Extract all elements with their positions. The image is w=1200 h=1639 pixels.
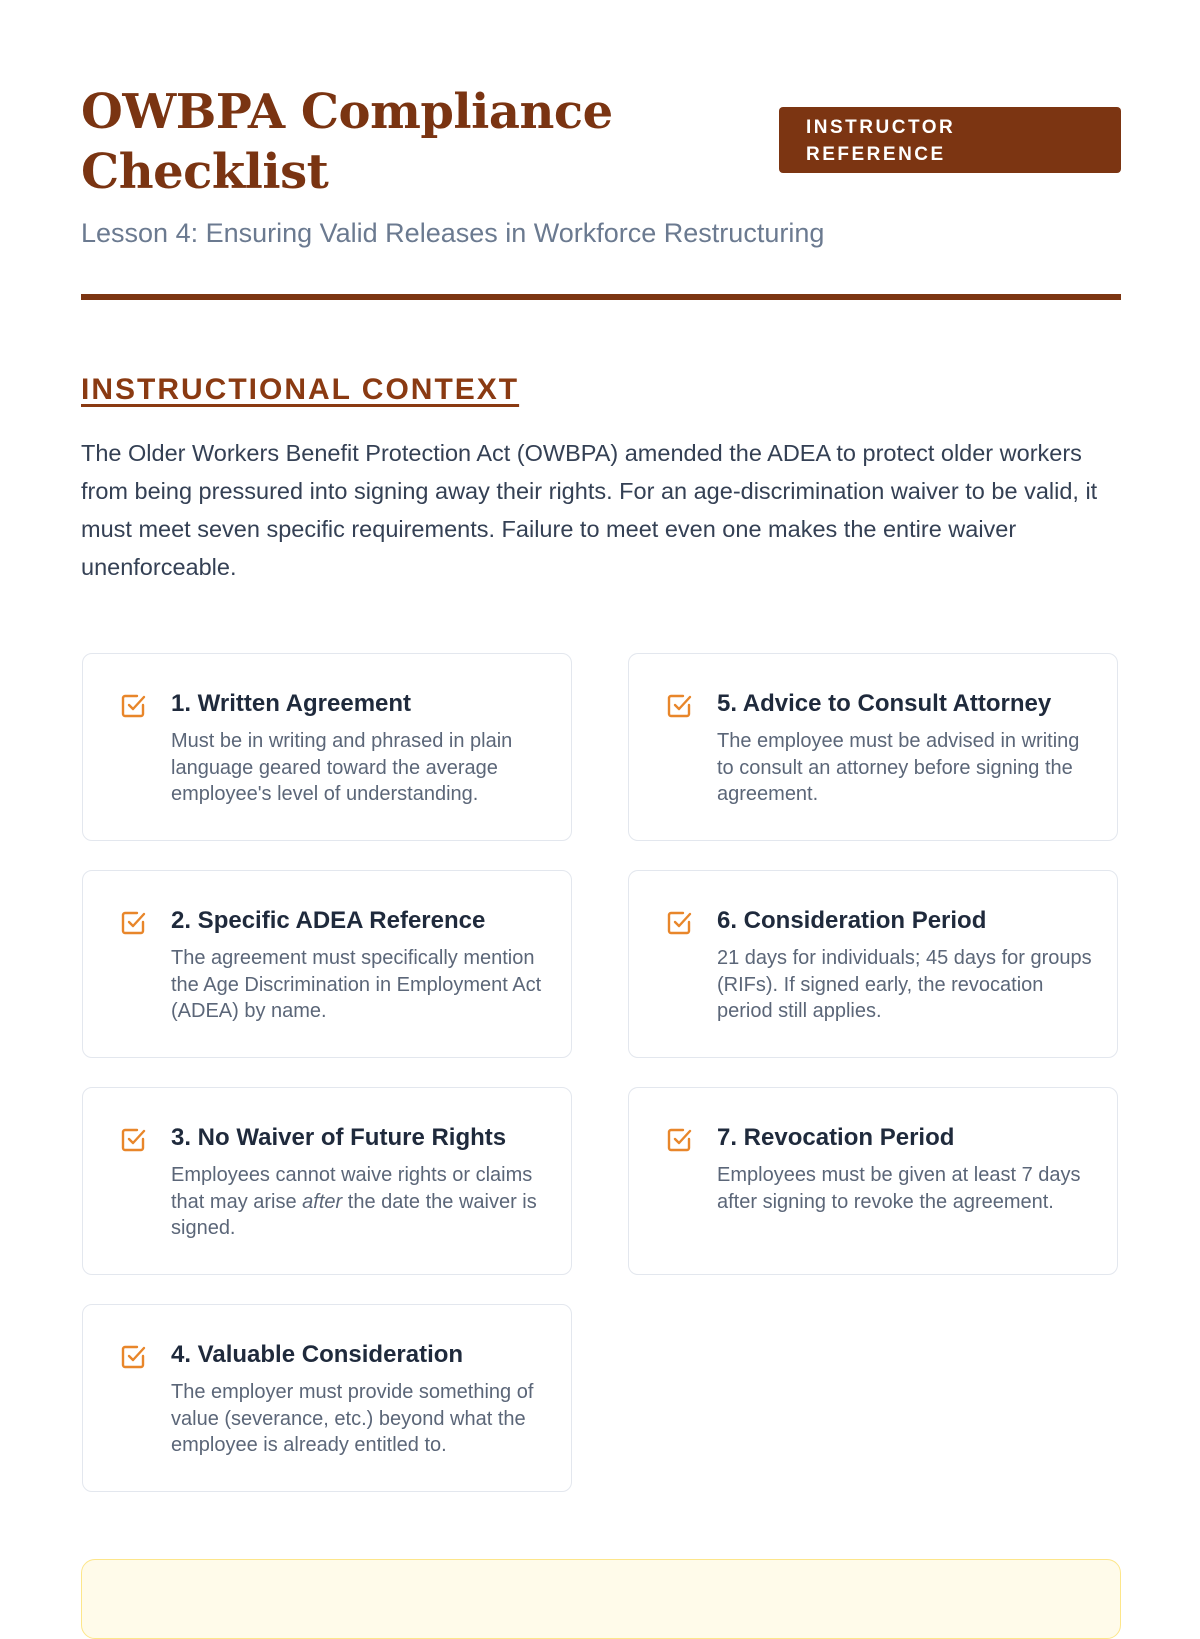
checkbox-checked-icon xyxy=(119,690,149,720)
requirement-card xyxy=(82,1087,572,1275)
instructional-context-heading: INSTRUCTIONAL CONTEXT xyxy=(81,373,520,406)
description-text: the date the waiver is signed. xyxy=(171,1190,537,1239)
requirement-title: 6. Consideration Period xyxy=(717,907,987,934)
instructional-context-text: The Older Workers Benefit Protection Act (OWBPA) amended the ADEA to protect older workers from being pressured into signing away their rights. For an age-discrimination waiver to be valid, it must meet seven specific requirements. Failure to meet even one makes the entire waiver unenforceable. xyxy=(81,440,1098,580)
checkbox-checked-icon xyxy=(665,690,695,720)
requirement-description: Employees must be given at least 7 days after signing to revoke the agreement. xyxy=(717,1164,1081,1213)
page-title: OWBPA Compliance Checklist xyxy=(81,84,613,200)
requirement-card xyxy=(82,870,572,1058)
header-divider xyxy=(81,294,1121,300)
note-box xyxy=(81,1559,1121,1639)
requirement-title: 3. No Waiver of Future Rights xyxy=(171,1124,507,1151)
requirement-card xyxy=(628,870,1118,1058)
requirement-title: 2. Specific ADEA Reference xyxy=(171,907,486,934)
lesson-subtitle: Lesson 4: Ensuring Valid Releases in Workforce Restructuring xyxy=(81,218,825,248)
checkbox-checked-icon xyxy=(665,1124,695,1154)
checkbox-checked-icon xyxy=(119,1341,149,1371)
requirement-title: 1. Written Agreement xyxy=(171,690,412,717)
requirement-description: Must be in writing and phrased in plain language geared toward the average employee's level of understanding. xyxy=(171,730,513,805)
instructor-reference-badge: INSTRUCTOR REFERENCE xyxy=(779,107,1121,173)
requirement-description xyxy=(171,1162,546,1242)
checkbox-checked-icon xyxy=(119,907,149,937)
checkbox-checked-icon xyxy=(665,907,695,937)
requirement-card xyxy=(82,1304,572,1492)
requirement-card xyxy=(628,653,1118,841)
requirement-description: The agreement must specifically mention the Age Discrimination in Employment Act (ADEA) by name. xyxy=(171,947,542,1022)
requirement-title: 5. Advice to Consult Attorney xyxy=(717,690,1052,717)
requirement-title: 4. Valuable Consideration xyxy=(171,1341,464,1368)
requirement-description: The employer must provide something of value (severance, etc.) beyond what the employee is already entitled to. xyxy=(171,1381,534,1456)
requirement-description: The employee must be advised in writing to consult an attorney before signing the agreement. xyxy=(717,730,1080,805)
requirement-description: 21 days for individuals; 45 days for groups (RIFs). If signed early, the revocation period still applies. xyxy=(717,947,1092,1022)
requirement-title: 7. Revocation Period xyxy=(717,1124,955,1151)
requirement-card xyxy=(628,1087,1118,1275)
requirement-card xyxy=(82,653,572,841)
description-emphasis: after xyxy=(302,1190,343,1213)
description-text: Employees cannot waive rights or claims that may arise xyxy=(171,1164,533,1213)
checkbox-checked-icon xyxy=(119,1124,149,1154)
